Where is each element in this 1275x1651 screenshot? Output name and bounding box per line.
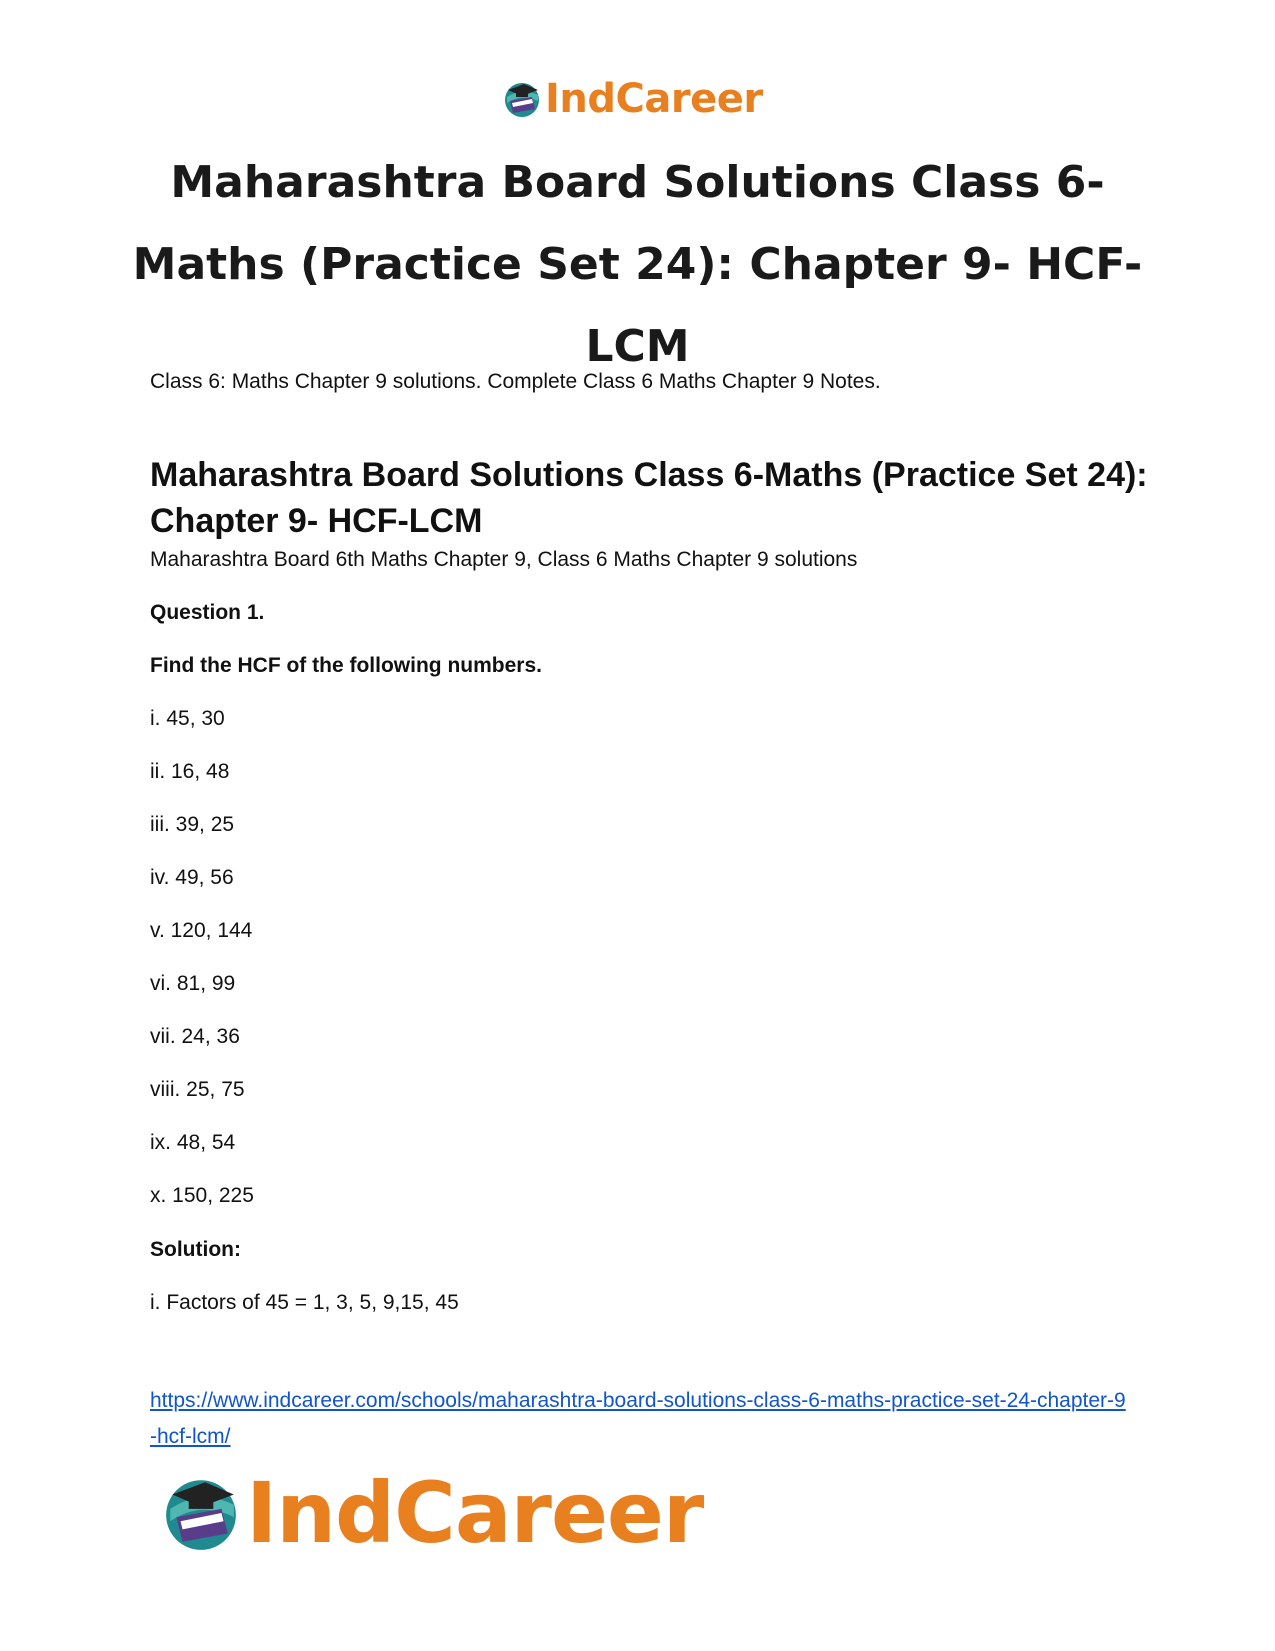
question-label: Question 1. <box>150 601 265 624</box>
section-heading: Maharashtra Board Solutions Class 6-Maths (Practice Set 24): Chapter 9- HCF-LCM <box>150 456 1148 540</box>
list-item: iii. 39, 25 <box>150 813 235 836</box>
list-item: ii. 16, 48 <box>150 760 230 783</box>
list-item: vii. 24, 36 <box>150 1025 240 1048</box>
header-logo <box>502 76 763 122</box>
subtitle-text: Maharashtra Board 6th Maths Chapter 9, Class 6 Maths Chapter 9 solutions <box>150 548 858 571</box>
logo-text: IndCareer <box>246 1464 704 1562</box>
logo-text: IndCareer <box>545 76 763 122</box>
source-link[interactable]: https://www.indcareer.com/schools/maharashtra-board-solutions-class-6-maths-practice-set-24-chapter-9-hcf-lcm/ <box>150 1389 1126 1448</box>
footer-logo <box>160 1464 703 1562</box>
solution-line: i. Factors of 45 = 1, 3, 5, 9,15, 45 <box>150 1291 459 1314</box>
list-item: i. 45, 30 <box>150 707 225 730</box>
page-title: Maharashtra Board Solutions Class 6-Maths (Practice Set 24): Chapter 9- HCF-LCM <box>132 157 1143 372</box>
intro-text: Class 6: Maths Chapter 9 solutions. Complete Class 6 Maths Chapter 9 Notes. <box>150 370 881 393</box>
question-text: Find the HCF of the following numbers. <box>150 654 542 677</box>
list-item: x. 150, 225 <box>150 1184 254 1207</box>
list-item: vi. 81, 99 <box>150 972 236 995</box>
list-item: v. 120, 144 <box>150 919 253 942</box>
graduation-cap-globe-icon <box>160 1472 242 1554</box>
list-item: viii. 25, 75 <box>150 1078 245 1101</box>
solution-label: Solution: <box>150 1238 241 1261</box>
list-item: ix. 48, 54 <box>150 1131 236 1154</box>
graduation-cap-globe-icon <box>502 79 542 119</box>
list-item: iv. 49, 56 <box>150 866 234 889</box>
